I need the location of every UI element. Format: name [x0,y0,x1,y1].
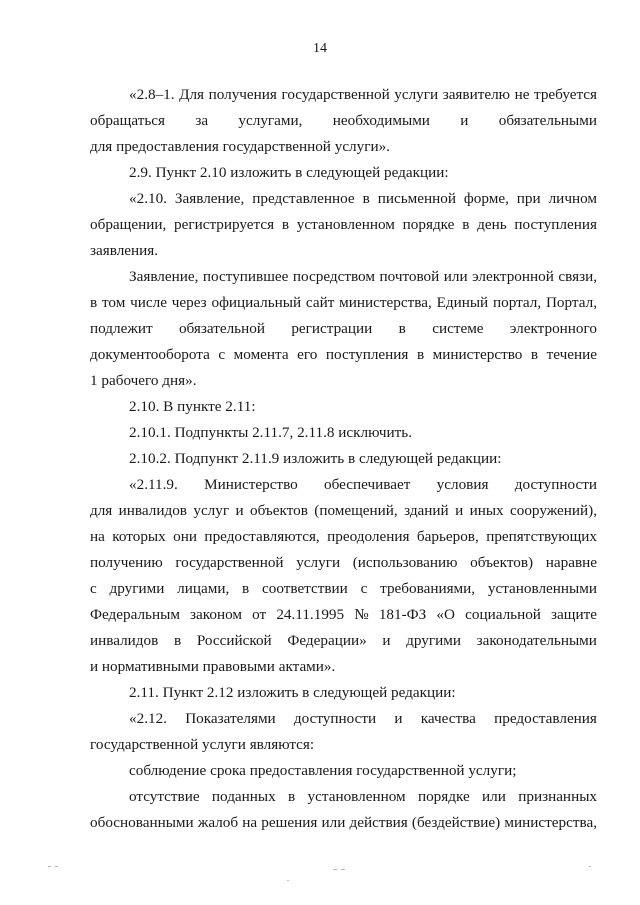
word: законодательными [476,632,597,649]
word: условия [436,476,489,493]
word: Показателями [185,710,276,727]
text-line: для предоставления государственной услуги». [90,138,390,155]
text-line: соблюдение срока предоставления государственной услуги; [129,762,517,779]
text-line: получению государственной услуги (использованию объектов) наравне [90,554,597,571]
word: инвалидов [90,632,159,649]
text-line: для инвалидов услуг и объектов (помещений, зданий и иных сооружений), [90,502,597,519]
scan-speck [48,866,51,867]
word: и [394,710,403,727]
word: обязательными [498,112,597,129]
text-line: «2.10. Заявление, представленное в письменной форме, при личном [129,190,597,207]
word: «2.11.9. [129,476,178,493]
text-line: обращении, регистрируется в установленном порядке в день поступления [90,216,597,233]
word: доступности [514,476,597,493]
text-line [129,476,597,494]
text-line: 2.11. Пункт 2.12 изложить в следующей редакции: [129,684,456,701]
text-line: 2.10.1. Подпункты 2.11.7, 2.11.8 исключить. [129,424,412,441]
word: регистрации [291,320,373,337]
text-line: с другими лицами, в соответствии с требованиями, установленными [90,580,597,597]
word: услугами, [238,112,303,129]
word: электронного [509,320,597,337]
scan-speck [55,866,58,867]
word: системе [432,320,484,337]
text-line: на которых они предоставляются, преодоления барьеров, препятствующих [90,528,597,545]
word: «2.12. [129,710,167,727]
text-line: отсутствие поданных в установленном порядке или признанных [129,788,597,805]
text-line: в том числе через официальный сайт министерства, Единый портал, Портал, [90,294,597,311]
word: обращаться [90,112,165,129]
page-number: 14 [313,41,327,56]
word: качества [420,710,476,727]
word: обязательной [178,320,265,337]
scan-speck [287,880,289,881]
text-line: Заявление, поступившее посредством почтовой или электронной связи, [129,268,597,285]
scan-speck [341,869,345,870]
text-line: 2.10. В пункте 2.11: [129,398,256,415]
word: Российской [196,632,272,649]
text-line [90,320,597,338]
text-line [90,632,597,650]
word: обеспечивает [324,476,411,493]
word: Министерство [204,476,298,493]
text-line: 1 рабочего дня». [90,372,197,389]
text-line: и нормативными правовыми актами». [90,658,336,675]
text-line [90,112,597,130]
text-line: 2.9. Пункт 2.10 изложить в следующей редакции: [129,164,449,181]
word: предоставления [494,710,597,727]
text-line: государственной услуги являются: [90,736,315,753]
word: и [460,112,469,129]
word: и [382,632,391,649]
scan-speck [333,869,337,870]
text-line: заявления. [90,242,159,259]
text-line [129,710,597,728]
word: в [173,632,182,649]
word: в [398,320,406,337]
word: подлежит [90,320,153,337]
scan-speck [589,866,591,867]
word: доступности [293,710,377,727]
word: за [195,112,209,129]
text-line: Федеральным законом от 24.11.1995 № 181-ФЗ «О социальной защите [90,606,597,623]
word: другими [406,632,461,649]
word: Федерации» [287,632,367,649]
text-line: 2.10.2. Подпункт 2.11.9 изложить в следующей редакции: [129,450,502,467]
word: необходимыми [332,112,430,129]
text-line: «2.8–1. Для получения государственной услуги заявителю не требуется [129,86,597,103]
text-line: документооборота с момента его поступления в министерство в течение [90,346,597,363]
text-line: обоснованными жалоб на решения или действия (бездействие) министерства, [90,814,597,831]
